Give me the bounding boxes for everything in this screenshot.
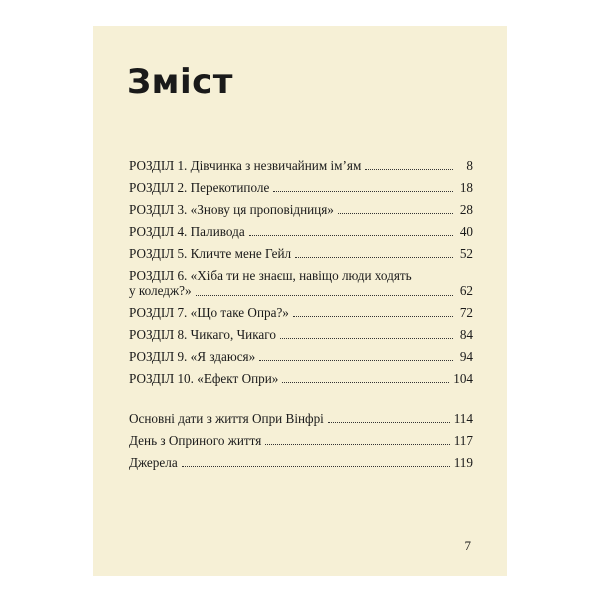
toc-entry-label: РОЗДІЛ 4. Паливода xyxy=(129,224,245,239)
dot-leader xyxy=(249,235,453,236)
dot-leader xyxy=(365,169,453,170)
toc-entry-label: РОЗДІЛ 8. Чикаго, Чикаго xyxy=(129,327,276,342)
toc-entry-page: 18 xyxy=(459,180,473,195)
toc-entry-page: 28 xyxy=(459,202,473,217)
toc-entry-page: 84 xyxy=(459,327,473,342)
toc-entry-label: РОЗДІЛ 9. «Я здаюся» xyxy=(129,349,256,364)
dot-leader xyxy=(265,444,449,445)
toc-entry-day-in-life xyxy=(129,426,473,448)
toc-entry-label: РОЗДІЛ 1. Дівчинка з незвичайним ім’ям xyxy=(129,158,362,173)
toc-entry-chapter-5 xyxy=(129,239,473,261)
toc-entry-page: 72 xyxy=(459,305,473,320)
toc-entry-label: у коледж?» xyxy=(129,283,192,298)
toc-entry-chapter-6-line1 xyxy=(129,261,473,283)
toc-entry-chapter-6-line2 xyxy=(129,283,473,298)
toc-entry-page: 62 xyxy=(459,283,473,298)
toc-entry-chapter-2 xyxy=(129,173,473,195)
toc-entry-chapter-3 xyxy=(129,195,473,217)
toc-entry-page: 114 xyxy=(453,411,473,426)
dot-leader xyxy=(282,382,449,383)
toc-entry-chapter-1 xyxy=(129,151,473,173)
toc-entry-page: 40 xyxy=(459,224,473,239)
toc-entry-label: Основні дати з життя Опри Вінфрі xyxy=(129,411,324,426)
toc-heading: Зміст xyxy=(127,62,233,102)
dot-leader xyxy=(182,466,450,467)
toc-entry-label: РОЗДІЛ 5. Кличте мене Гейл xyxy=(129,246,292,261)
dot-leader xyxy=(295,257,453,258)
toc-entry-chapter-8 xyxy=(129,320,473,342)
dot-leader xyxy=(293,316,453,317)
toc-entry-sources xyxy=(129,448,473,470)
table-of-contents xyxy=(129,151,473,470)
page-number: 7 xyxy=(464,538,471,553)
toc-entry-page: 52 xyxy=(459,246,473,261)
toc-entry-page: 94 xyxy=(459,349,473,364)
toc-entry-label: РОЗДІЛ 10. «Ефект Опри» xyxy=(129,371,279,386)
toc-entry-label: РОЗДІЛ 3. «Знову ця проповідниця» xyxy=(129,202,334,217)
dot-leader xyxy=(196,295,453,296)
dot-leader xyxy=(259,360,453,361)
toc-entry-chapter-10 xyxy=(129,364,473,386)
toc-entry-label: РОЗДІЛ 7. «Що таке Опра?» xyxy=(129,305,289,320)
toc-entry-chapter-4 xyxy=(129,217,473,239)
toc-entry-page: 117 xyxy=(453,433,473,448)
dot-leader xyxy=(280,338,453,339)
toc-entry-key-dates xyxy=(129,404,473,426)
dot-leader xyxy=(338,213,453,214)
toc-entry-label: Джерела xyxy=(129,455,178,470)
dot-leader xyxy=(273,191,453,192)
toc-entry-page: 104 xyxy=(453,371,473,386)
toc-entry-chapter-9 xyxy=(129,342,473,364)
toc-entry-label: День з Оприного життя xyxy=(129,433,262,448)
toc-entry-chapter-7 xyxy=(129,298,473,320)
toc-entry-label: РОЗДІЛ 2. Перекотиполе xyxy=(129,180,270,195)
toc-entry-page: 8 xyxy=(466,158,473,173)
toc-entry-page: 119 xyxy=(453,455,473,470)
dot-leader xyxy=(328,422,450,423)
book-page xyxy=(93,26,507,576)
toc-entry-label: РОЗДІЛ 6. «Хіба ти не знаєш, навіщо люди ходять xyxy=(129,268,412,283)
section-gap xyxy=(129,386,473,404)
